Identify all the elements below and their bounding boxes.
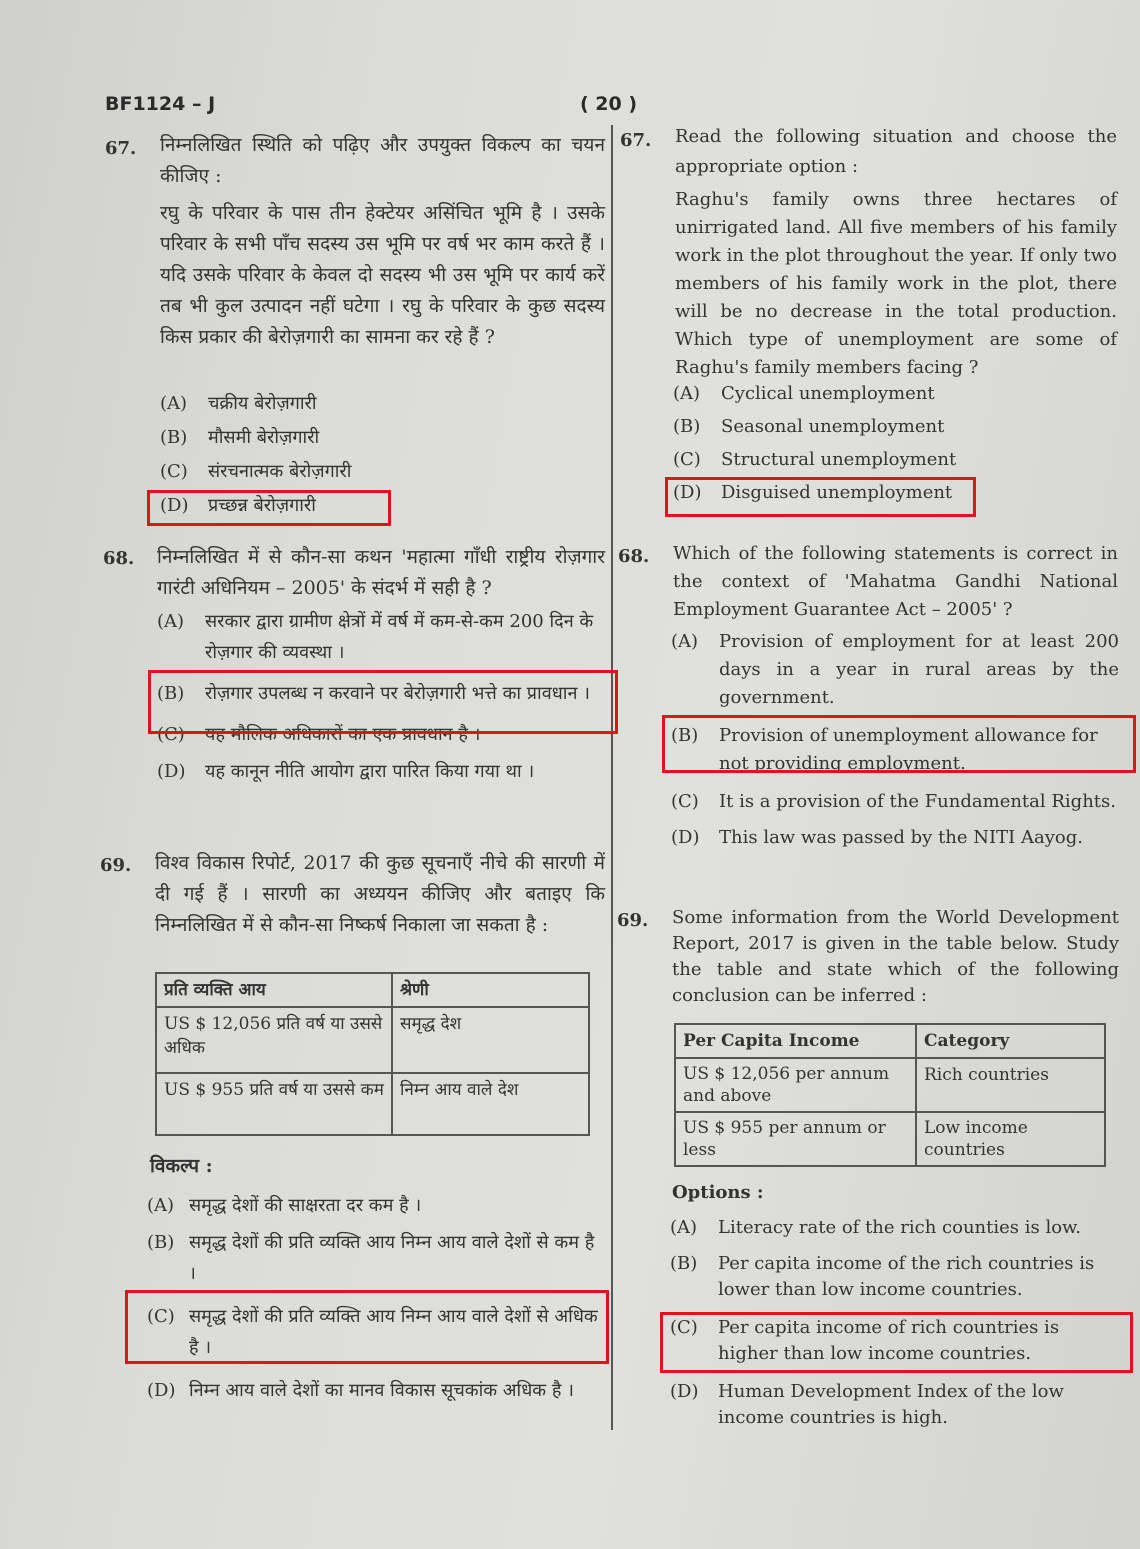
option-a[interactable]: [157, 606, 605, 668]
option-a[interactable]: [147, 1190, 602, 1221]
table-cell: US $ 12,056 प्रति वर्ष या उससे अधिक: [156, 1007, 392, 1073]
table-cell: US $ 12,056 per annum and above: [675, 1058, 916, 1112]
answer-highlight-box: [662, 715, 1136, 773]
option-text: यह मौलिक अधिकारों का एक प्रावधान है ।: [205, 724, 481, 745]
table-cell: Rich countries: [916, 1058, 1105, 1112]
options-heading: Options :: [672, 1182, 764, 1203]
option-label: (D): [673, 482, 702, 503]
option-text: संरचनात्मक बेरोज़गारी: [208, 461, 352, 482]
option-text: प्रच्छन्न बेरोज़गारी: [208, 495, 316, 516]
answer-highlight-box: [148, 670, 618, 734]
question-number: 68.: [103, 548, 135, 569]
option-label: (D): [670, 1381, 699, 1402]
question-68-english: Which of the following statements is correct in the context of 'Mahatma Gandhi National Employment Guarantee Act – 2005' ?: [673, 543, 1118, 620]
option-text: मौसमी बेरोज़गारी: [208, 427, 320, 448]
option-text: Seasonal unemployment: [721, 416, 945, 437]
option-label: (A): [670, 1217, 698, 1238]
option-c[interactable]: [671, 788, 1119, 816]
question-68-hindi: निम्नलिखित में से कौन-सा कथन 'महात्मा गाँधी राष्ट्रीय रोज़गार गारंटी अधिनियम – 2005' के संदर्भ में सही है ?: [157, 546, 605, 599]
option-text: निम्न आय वाले देशों का मानव विकास सूचकांक अधिक है ।: [189, 1380, 574, 1401]
option-text: Disguised unemployment: [721, 482, 953, 503]
option-d[interactable]: [671, 824, 1119, 852]
option-text: समृद्ध देशों की प्रति व्यक्ति आय निम्न आय वाले देशों से कम है ।: [189, 1232, 595, 1284]
option-label: (A): [673, 383, 701, 404]
option-a[interactable]: [160, 390, 600, 418]
question-body: रघु के परिवार के पास तीन हेक्टेयर असिंचित भूमि है । उसके परिवार के सभी पाँच सदस्य उस भूमि पर वर्ष भर काम करते हैं । यदि उसके परिवार के केवल दो सदस्य भी उस भूमि पर कार्य करें तब भी कुल उत्पादन नहीं घटेगा । रघु के परिवार के कुछ सदस्य किस प्रकार की बेरोज़गारी का सामना कर रहे हैं ?: [160, 202, 605, 348]
option-label: (B): [157, 683, 185, 704]
question-number: 68.: [618, 546, 650, 567]
option-label: (D): [147, 1380, 176, 1401]
page-number: ( 20 ): [580, 93, 638, 115]
option-b[interactable]: [160, 424, 600, 452]
option-label: (B): [671, 725, 699, 746]
option-text: This law was passed by the NITI Aayog.: [719, 827, 1083, 848]
option-d[interactable]: [147, 1375, 602, 1406]
option-text: Provision of employment for at least 200 days in a year in rural areas by the government.: [719, 631, 1119, 708]
option-label: (A): [147, 1195, 175, 1216]
table-header: प्रति व्यक्ति आय: [156, 973, 392, 1007]
option-text: समृद्ध देशों की साक्षरता दर कम है ।: [189, 1195, 422, 1216]
option-label: (B): [670, 1253, 698, 1274]
table-cell: Low income countries: [916, 1112, 1105, 1166]
option-d[interactable]: [157, 756, 605, 787]
option-d[interactable]: [670, 1379, 1122, 1431]
option-label: (B): [147, 1232, 175, 1253]
table-header: Per Capita Income: [675, 1024, 916, 1058]
question-69-hindi: विश्व विकास रिपोर्ट, 2017 की कुछ सूचनाएँ नीचे की सारणी में दी गई हैं । सारणी का अध्ययन कीजिए और बताइए कि निम्नलिखित में से कौन-सा निष्कर्ष निकाला जा सकता है :: [155, 852, 605, 936]
option-text: It is a provision of the Fundamental Rights.: [719, 791, 1116, 812]
question-number: 67.: [620, 130, 652, 151]
table-cell: US $ 955 प्रति वर्ष या उससे कम: [156, 1073, 392, 1135]
option-label: (C): [673, 449, 701, 470]
option-text: Per capita income of the rich countries is lower than low income countries.: [718, 1253, 1095, 1300]
option-label: (C): [157, 724, 185, 745]
income-table-english: [674, 1023, 1106, 1167]
option-c[interactable]: [160, 458, 600, 486]
question-number: 69.: [100, 855, 132, 876]
option-label: (B): [160, 427, 188, 448]
table-cell: समृद्ध देश: [392, 1007, 589, 1073]
column-divider: [611, 125, 613, 1430]
paper-code: BF1124 – J: [105, 93, 216, 115]
option-text: Cyclical unemployment: [721, 383, 935, 404]
option-text: Human Development Index of the low income countries is high.: [718, 1381, 1064, 1428]
answer-highlight-box: [660, 1312, 1133, 1373]
option-label: (C): [670, 1317, 698, 1338]
option-label: (C): [671, 791, 699, 812]
answer-highlight-box: [665, 477, 976, 517]
answer-highlight-box: [125, 1290, 609, 1364]
table-header: श्रेणी: [392, 973, 589, 1007]
option-label: (A): [157, 611, 185, 632]
option-label: (A): [671, 631, 699, 652]
option-label: (D): [671, 827, 700, 848]
question-67-english: [675, 122, 1117, 382]
option-a[interactable]: [671, 628, 1119, 712]
question-number: 69.: [617, 910, 649, 931]
question-text: Read the following situation and choose the appropriate option :: [675, 126, 1117, 177]
table-cell: निम्न आय वाले देश: [392, 1073, 589, 1135]
option-label: (A): [160, 393, 188, 414]
table-cell: US $ 955 per annum or less: [675, 1112, 916, 1166]
question-body: Raghu's family owns three hectares of unirrigated land. All five members of his family work in the plot throughout the year. If only two members of his family work in the plot, there will be no decrease in the total production. Which type of unemployment are some of Raghu's family members facing ?: [675, 189, 1117, 378]
option-text: चक्रीय बेरोज़गारी: [208, 393, 317, 414]
option-b[interactable]: [147, 1227, 602, 1289]
option-b[interactable]: [673, 413, 1113, 441]
option-label: (D): [157, 761, 186, 782]
income-table-hindi: [155, 972, 590, 1136]
option-text: रोज़गार उपलब्ध न करवाने पर बेरोज़गारी भत्ते का प्रावधान ।: [205, 683, 590, 704]
answer-highlight-box: [147, 490, 391, 526]
option-c[interactable]: [673, 446, 1113, 474]
option-text: Per capita income of rich countries is higher than low income countries.: [718, 1317, 1060, 1364]
option-a[interactable]: [673, 380, 1113, 408]
question-67-hindi: [160, 130, 605, 353]
option-b[interactable]: [670, 1251, 1122, 1303]
question-69-english: Some information from the World Development Report, 2017 is given in the table below. Study the table and state which of the following conclusion can be inferred :: [672, 907, 1119, 1006]
option-a[interactable]: [670, 1215, 1122, 1241]
question-text: निम्नलिखित स्थिति को पढ़िए और उपयुक्त विकल्प का चयन कीजिए :: [160, 134, 605, 187]
option-label: (C): [160, 461, 188, 482]
option-label: (B): [673, 416, 701, 437]
table-header: Category: [916, 1024, 1105, 1058]
option-text: यह कानून नीति आयोग द्वारा पारित किया गया था ।: [205, 761, 535, 782]
option-text: समृद्ध देशों की प्रति व्यक्ति आय निम्न आय वाले देशों से अधिक है ।: [189, 1306, 598, 1358]
option-text: सरकार द्वारा ग्रामीण क्षेत्रों में वर्ष में कम-से-कम 200 दिन के रोज़गार की व्यवस्था ।: [205, 611, 594, 663]
options-heading: विकल्प :: [150, 1155, 213, 1177]
question-number: 67.: [105, 138, 137, 159]
option-text: Provision of unemployment allowance for not providing employment.: [719, 725, 1098, 774]
option-text: Structural unemployment: [721, 449, 957, 470]
option-label: (D): [160, 495, 189, 516]
option-label: (C): [147, 1306, 175, 1327]
option-text: Literacy rate of the rich counties is low.: [718, 1217, 1082, 1238]
